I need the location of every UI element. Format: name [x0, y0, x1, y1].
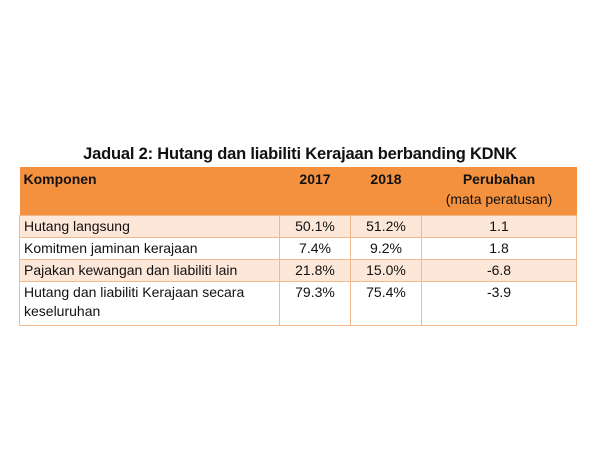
row-value-2017: 21.8% — [280, 260, 351, 282]
row-value-2018: 9.2% — [351, 238, 422, 260]
table-title: Jadual 2: Hutang dan liabiliti Kerajaan berbanding KDNK — [83, 145, 517, 163]
header-change — [422, 167, 577, 216]
table-row — [20, 216, 577, 238]
debt-liabilities-table — [19, 167, 577, 326]
row-value-2018: 75.4% — [351, 282, 422, 326]
row-name: Pajakan kewangan dan liabiliti lain — [20, 260, 280, 282]
row-change: 1.8 — [422, 238, 577, 260]
header-2017: 2017 — [299, 171, 331, 187]
header-component: Komponen — [23, 171, 97, 187]
table-row — [20, 238, 577, 260]
row-value-2017: 50.1% — [280, 216, 351, 238]
table-row — [20, 260, 577, 282]
row-value-2017: 7.4% — [280, 238, 351, 260]
row-change: -3.9 — [422, 282, 577, 326]
table-row — [20, 282, 577, 326]
table-header-row — [20, 167, 577, 216]
row-name: Hutang langsung — [20, 216, 280, 238]
row-change: -6.8 — [422, 260, 577, 282]
row-value-2017: 79.3% — [280, 282, 351, 326]
header-2018: 2018 — [370, 171, 402, 187]
header-change-label: Perubahan — [462, 171, 536, 187]
row-value-2018: 15.0% — [351, 260, 422, 282]
header-change-unit: (mata peratusan) — [445, 191, 553, 207]
row-name: Komitmen jaminan kerajaan — [20, 238, 280, 260]
row-change: 1.1 — [422, 216, 577, 238]
row-name: Hutang dan liabiliti Kerajaan secara keseluruhan — [20, 282, 280, 326]
row-value-2018: 51.2% — [351, 216, 422, 238]
